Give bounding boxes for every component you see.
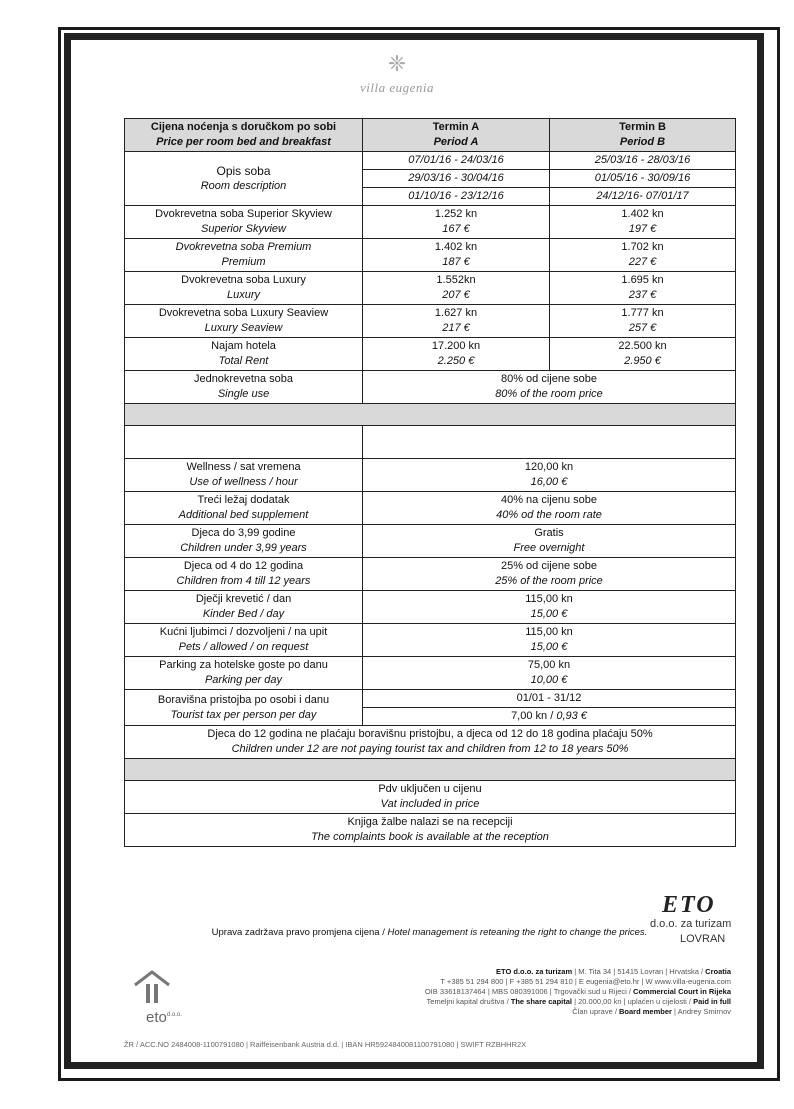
complaints-row: Knjiga žalbe nalazi se na recepciji The complaints book is available at the reception (125, 814, 736, 847)
period-b-1: 25/03/16 - 28/03/16 (550, 152, 736, 170)
extra-row: Parking za hotelske goste po danu Parking per day 75,00 kn 10,00 € (125, 657, 736, 690)
period-b-3: 24/12/16- 07/01/17 (550, 188, 736, 206)
room-row: Najam hotela Total Rent 17.200 kn 2.250 € 22.500 kn 2.950 € (125, 338, 736, 371)
period-a-2: 29/03/16 - 30/04/16 (363, 170, 550, 188)
vat-row: Pdv uključen u cijenu Vat included in price (125, 781, 736, 814)
period-a-3: 01/10/16 - 23/12/16 (363, 188, 550, 206)
extra-row: Dječji krevetić / dan Kinder Bed / day 115,00 kn 15,00 € (125, 591, 736, 624)
header-period-a: Termin A Period A (363, 119, 550, 152)
management-note: Uprava zadržava pravo promjena cijena / Hotel management is reteaning the right to change the prices. (211, 927, 648, 938)
price-table (124, 118, 736, 847)
tourist-tax-row: Boravišna pristojba po osobi i danu Tourist tax per person per day 01/01 - 31/12 (125, 690, 736, 708)
room-row: Dvokrevetna soba Superior Skyview Superior Skyview 1.252 kn 167 € 1.402 kn 197 € (125, 206, 736, 239)
room-row: Dvokrevetna soba Luxury Luxury 1.552kn 207 € 1.695 kn 237 € (125, 272, 736, 305)
tax-period: 01/01 - 31/12 (363, 690, 736, 708)
footer-brand: eto$^{d.o.o.}$ (146, 1009, 182, 1026)
company-details: ETO d.o.o. za turizam | M. Tita 34 | 51415 Lovran | Hrvatska / Croatia T +385 51 294 800 | F +385 51 294 810 | E eugenia@eto.hr | W www.villa-eugenia.com OIB 33618137464 | MBS 080391006 | Trgovački sud u Rijeci / Commercial Court in Rijeka Temeljni kapital društva / The share capital | 20.000,00 kn | uplaćen u cijelosti / Paid in full Član uprave / Board member | Andrey Smirnov (424, 967, 731, 1016)
house-logo-icon (132, 969, 172, 1005)
eto-stamp-logo: ETO (662, 892, 716, 918)
separator-row (125, 404, 736, 426)
header-period-b: Termin B Period B (550, 119, 736, 152)
extra-row: Kućni ljubimci / dozvoljeni / na upit Pets / allowed / on request 115,00 kn 15,00 € (125, 624, 736, 657)
period-a-1: 07/01/16 - 24/03/16 (363, 152, 550, 170)
bank-details: ŽR / ACC.NO 2484008-1100791080 | Raiffeisenbank Austria d.d. | IBAN HR5924840081100791080 | SWIFT RZBHHR2X (124, 1040, 527, 1049)
extra-row: Djeca do 3,99 godine Children under 3,99 years Gratis Free overnight (125, 525, 736, 558)
header-room-price: Cijena noćenja s doručkom po sobi Price per room bed and breakfast (125, 119, 363, 152)
period-b-2: 01/05/16 - 30/09/16 (550, 170, 736, 188)
room-row: Dvokrevetna soba Premium Premium 1.402 kn 187 € 1.702 kn 227 € (125, 239, 736, 272)
extra-row: Djeca od 4 do 12 godina Children from 4 till 12 years 25% od cijene sobe 25% of the room price (125, 558, 736, 591)
children-tax-note-row: Djeca do 12 godina ne plaćaju boravišnu pristojbu, a djeca od 12 do 18 godina plaćaju 50% Children under 12 are not paying tourist tax and children from 12 to 18 years 50% (125, 726, 736, 759)
room-row: Dvokrevetna soba Luxury Seaview Luxury Seaview 1.627 kn 217 € 1.777 kn 257 € (125, 305, 736, 338)
extra-row: Treći ležaj dodatak Additional bed supplement 40% na cijenu sobe 40% od the room rate (125, 492, 736, 525)
separator-row (125, 759, 736, 781)
extra-row: Wellness / sat vremena Use of wellness / hour 120,00 kn 16,00 € (125, 459, 736, 492)
single-use-row: Jednokrevetna soba Single use 80% od cijene sobe 80% of the room price (125, 371, 736, 404)
header-row (125, 119, 736, 152)
period-row (125, 152, 736, 170)
stamp-line-2: LOVRAN (680, 933, 726, 945)
stamp-line-1: d.o.o. za turizam (650, 918, 732, 930)
blank-row (125, 426, 736, 459)
company-footer (124, 965, 735, 1027)
hotel-logo (0, 52, 794, 96)
logo-name: villa eugenia (359, 80, 434, 95)
snowflake-ornament-icon: ❈ (387, 51, 407, 76)
tourist-tax-value-row: 7,00 kn / 0,93 € (125, 708, 736, 726)
room-description-label: Opis soba Room description (125, 152, 363, 206)
